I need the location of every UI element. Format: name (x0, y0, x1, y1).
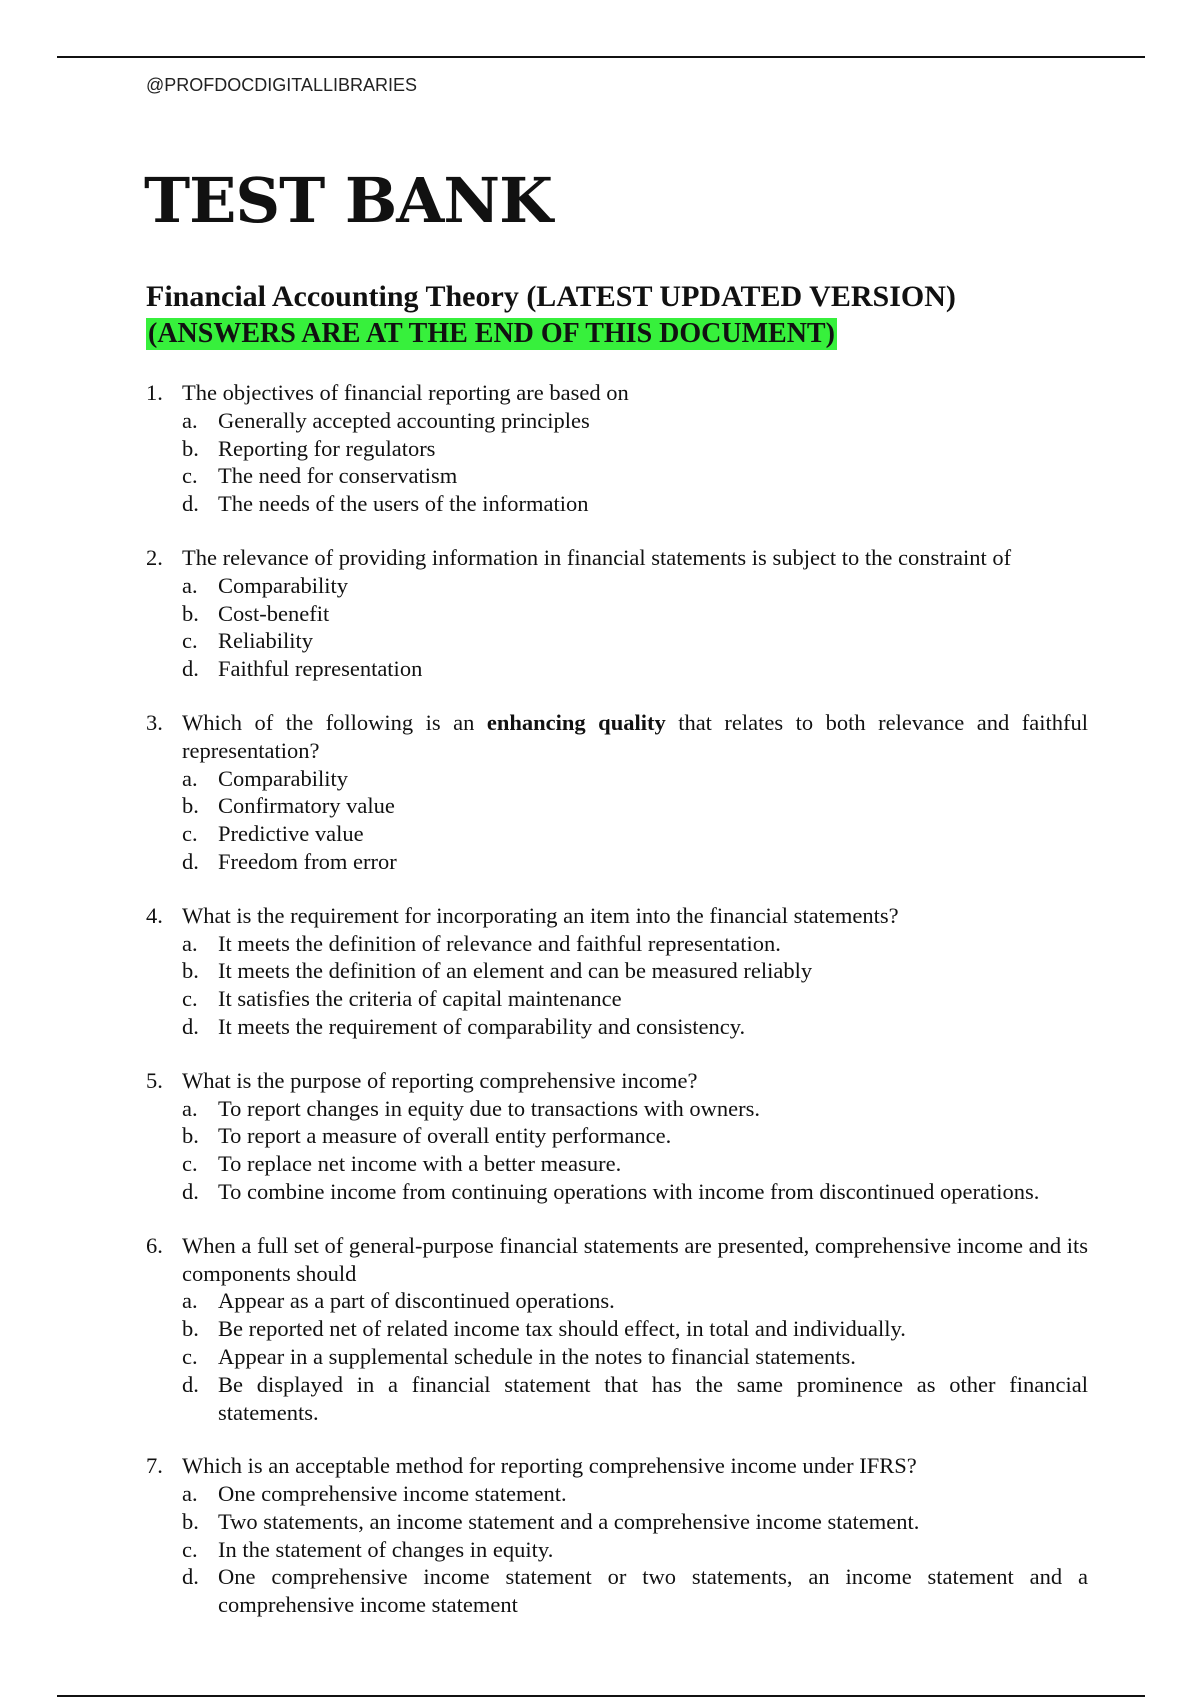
question-number: 1. (146, 380, 163, 405)
option-text: Comparability (218, 765, 348, 791)
option-text: Appear in a supplemental schedule in the notes to financial statements. (218, 1343, 856, 1369)
option-text: To report a measure of overall entity performance. (218, 1123, 672, 1149)
option-text: It meets the requirement of comparability and consistency. (218, 1013, 746, 1039)
option-text: One comprehensive income statement. (218, 1481, 567, 1507)
option-letter: d. (182, 848, 199, 874)
option-a (182, 572, 1088, 600)
option-c (182, 462, 1088, 490)
option-c (182, 820, 1088, 848)
question-emphasis: enhancing quality (486, 709, 666, 735)
option-c (182, 1536, 1088, 1564)
option-letter: d. (182, 1371, 199, 1397)
question-text-start: Which of the following is an (182, 709, 487, 735)
question-list (146, 379, 1088, 1645)
question-number: 4. (146, 902, 163, 928)
option-text: Confirmatory value (218, 793, 395, 819)
question-number: 6. (146, 1232, 163, 1258)
option-list (182, 1095, 1088, 1206)
option-letter: d. (182, 1564, 199, 1590)
option-text: Generally accepted accounting principles (218, 407, 590, 433)
option-text: Two statements, an income statement and a comprehensive income statement. (218, 1508, 920, 1534)
option-letter: c. (182, 1151, 198, 1177)
option-b (182, 957, 1088, 985)
option-a (182, 1287, 1088, 1315)
question-1 (146, 379, 1088, 518)
option-list (182, 930, 1088, 1041)
question-number: 2. (146, 544, 163, 570)
option-letter: a. (182, 1095, 198, 1121)
option-text: Be displayed in a financial statement that has the same prominence as other financial statements. (218, 1371, 1088, 1425)
option-letter: d. (182, 491, 199, 517)
question-text: What is the requirement for incorporating an item into the financial statements? (182, 902, 899, 928)
option-letter: a. (182, 407, 198, 433)
option-c (182, 1150, 1088, 1178)
option-letter: a. (182, 1481, 198, 1507)
question-text: The objectives of financial reporting are based on (182, 380, 629, 405)
option-a (182, 1480, 1088, 1508)
option-text: Faithful representation (218, 656, 423, 682)
option-b (182, 1508, 1088, 1536)
bottom-rule (57, 1695, 1145, 1697)
option-text: Reporting for regulators (218, 435, 436, 461)
answers-location-note: (ANSWERS ARE AT THE END OF THIS DOCUMENT) (148, 318, 835, 349)
option-text: It meets the definition of an element and can be measured reliably (218, 958, 813, 984)
option-text: Predictive value (218, 821, 364, 847)
question-text-end: that relates to both relevance and faithful representation? (182, 709, 1088, 763)
option-letter: a. (182, 572, 198, 598)
option-letter: d. (182, 656, 199, 682)
page-title: TEST BANK (144, 164, 552, 237)
option-b (182, 792, 1088, 820)
option-d (182, 848, 1088, 876)
option-text: Reliability (218, 628, 313, 654)
option-letter: d. (182, 1178, 199, 1204)
option-letter: c. (182, 463, 198, 489)
option-list (182, 572, 1088, 683)
option-a (182, 930, 1088, 958)
option-letter: c. (182, 1536, 198, 1562)
option-letter: c. (182, 628, 198, 654)
option-b (182, 600, 1088, 628)
option-d (182, 655, 1088, 683)
document-subtitle: Financial Accounting Theory (LATEST UPDATED VERSION) (146, 280, 956, 313)
option-letter: a. (182, 765, 198, 791)
question-5 (146, 1067, 1088, 1206)
question-number: 5. (146, 1067, 163, 1093)
option-text: It meets the definition of relevance and faithful representation. (218, 930, 781, 956)
option-text: Be reported net of related income tax should effect, in total and individually. (218, 1316, 906, 1342)
top-rule (57, 56, 1145, 58)
option-list (182, 765, 1088, 876)
option-a (182, 1095, 1088, 1123)
option-letter: c. (182, 986, 198, 1012)
question-2 (146, 544, 1088, 683)
option-text: The needs of the users of the information (218, 491, 589, 517)
option-text: To replace net income with a better measure. (218, 1151, 622, 1177)
option-c (182, 1343, 1088, 1371)
question-3 (146, 709, 1088, 876)
option-a (182, 407, 1088, 435)
option-text: It satisfies the criteria of capital maintenance (218, 986, 622, 1012)
option-letter: b. (182, 600, 199, 626)
option-d (182, 1013, 1088, 1041)
option-letter: b. (182, 1508, 199, 1534)
option-text: To combine income from continuing operations with income from discontinued operations. (218, 1178, 1040, 1204)
question-number: 3. (146, 709, 163, 735)
option-c (182, 627, 1088, 655)
option-d (182, 1563, 1088, 1619)
question-text: The relevance of providing information in financial statements is subject to the constraint of (182, 544, 1012, 570)
question-7 (146, 1452, 1088, 1619)
question-6 (146, 1232, 1088, 1427)
option-letter: c. (182, 821, 198, 847)
option-a (182, 765, 1088, 793)
option-text: Freedom from error (218, 848, 397, 874)
option-letter: b. (182, 1123, 199, 1149)
option-letter: b. (182, 793, 199, 819)
option-letter: a. (182, 930, 198, 956)
option-letter: b. (182, 1316, 199, 1342)
option-text: Cost-benefit (218, 600, 330, 626)
option-d (182, 1371, 1088, 1427)
option-text: Appear as a part of discontinued operations. (218, 1288, 615, 1314)
option-letter: a. (182, 1288, 198, 1314)
option-letter: b. (182, 435, 199, 461)
option-text: One comprehensive income statement or two statements, an income statement and a comprehensive income statement (218, 1564, 1088, 1618)
question-text: Which is an acceptable method for reporting comprehensive income under IFRS? (182, 1453, 917, 1479)
option-text: The need for conservatism (218, 463, 458, 489)
option-letter: b. (182, 958, 199, 984)
option-c (182, 985, 1088, 1013)
option-b (182, 435, 1088, 463)
option-text: To report changes in equity due to transactions with owners. (218, 1095, 761, 1121)
option-letter: d. (182, 1013, 199, 1039)
question-text: What is the purpose of reporting comprehensive income? (182, 1067, 698, 1093)
watermark-tag: @PROFDOCDIGITALLIBRARIES (146, 75, 417, 95)
question-number: 7. (146, 1453, 163, 1479)
option-d (182, 1178, 1088, 1206)
option-list (182, 407, 1088, 518)
option-d (182, 490, 1088, 518)
option-list (182, 1480, 1088, 1619)
question-text: When a full set of general-purpose financial statements are presented, comprehensive income and its components should (182, 1232, 1088, 1286)
option-letter: c. (182, 1343, 198, 1369)
option-b (182, 1315, 1088, 1343)
option-list (182, 1287, 1088, 1426)
option-text: In the statement of changes in equity. (218, 1536, 554, 1562)
question-4 (146, 902, 1088, 1041)
option-b (182, 1122, 1088, 1150)
option-text: Comparability (218, 572, 348, 598)
question-text (182, 709, 1088, 765)
